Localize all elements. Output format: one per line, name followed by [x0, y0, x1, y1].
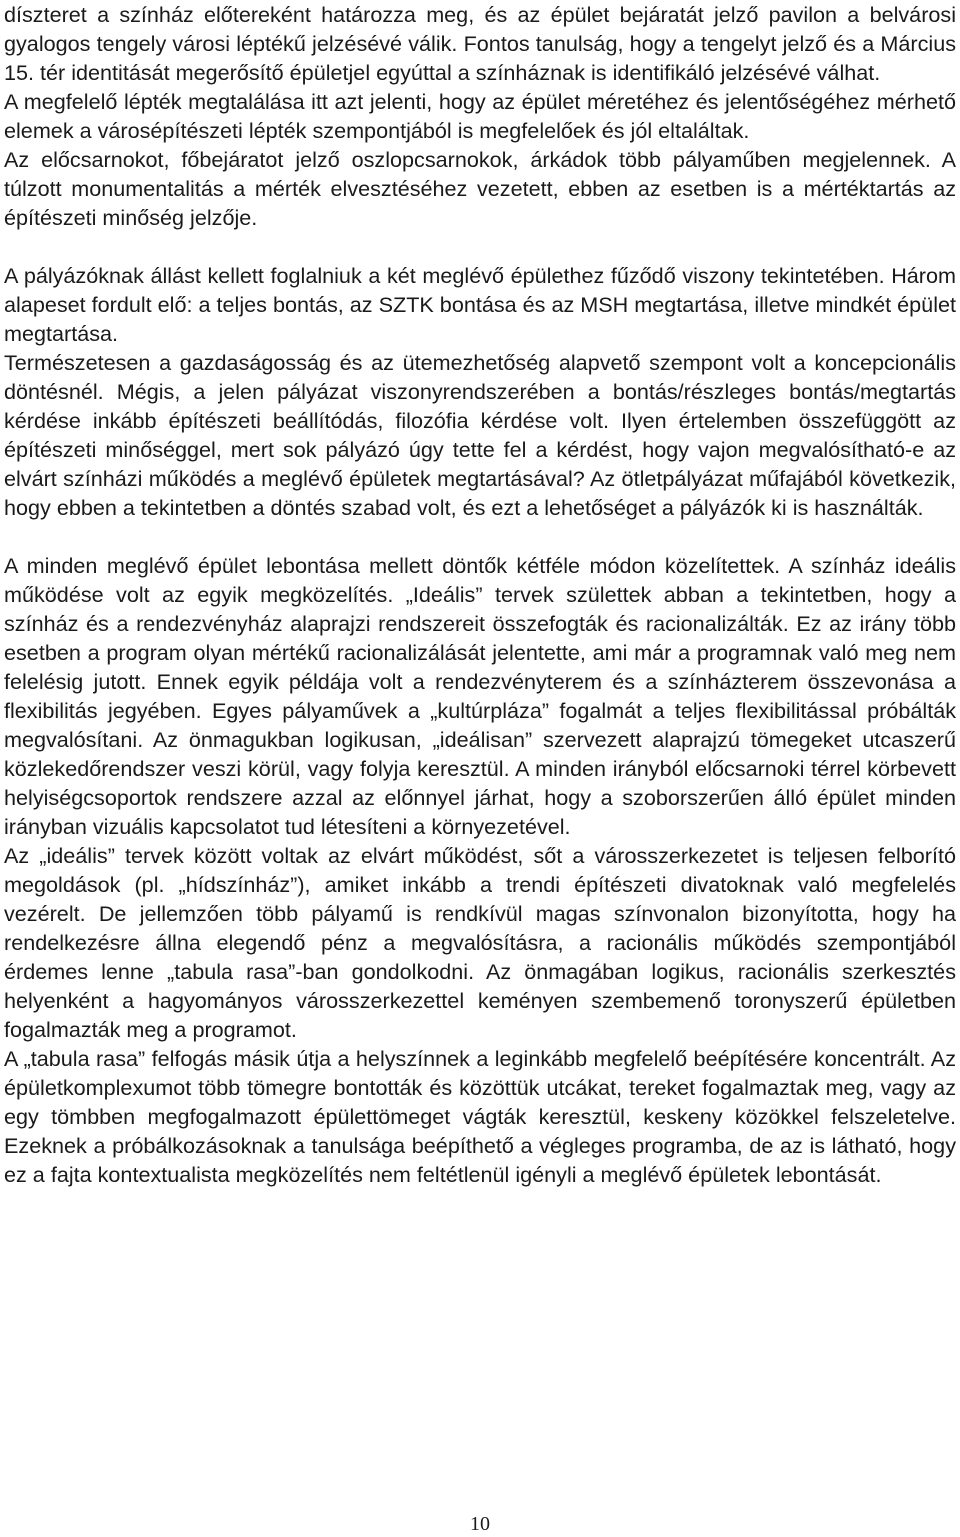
paragraph-spacer [4, 522, 956, 551]
paragraph-7: Az „ideális” tervek között voltak az elvárt működést, sőt a városszerkezetet is teljesen felborító megoldások (pl. „hídszínház”), amiket inkább a trendi építészeti divatoknak való megfelelés vezérelt. De jellemzően több pályamű is rendkívül magas színvonalon bizonyította, hogy ha rendelkezésre állna elegendő pénz a megvalósításra, a racionális működés szempontjából érdemes lenne „tabula rasa”-ban gondolkodni. Az önmagában logikus, racionális szerkesztés helyenként a hagyományos városszerkezettel keményen szembemenő toronyszerű épületben fogalmazták meg a programot. [4, 843, 956, 1042]
paragraph-8: A „tabula rasa” felfogás másik útja a helyszínnek a leginkább megfelelő beépítésére koncentrált. Az épületkomplexumot több tömegre bontották és közöttük utcákat, tereket fogalmaztak meg, vagy az egy tömbben megfogalmazott épülettömeget vágták keresztül, keskeny közökkel felszeletelve. Ezeknek a próbálkozásoknak a tanulsága beépíthető a végleges programba, de az is látható, hogy ez a fajta kontextualista megközelítés nem feltétlenül igényli a meglévő épületek lebontását. [4, 1046, 956, 1187]
paragraph-4: A pályázóknak állást kellett foglalniuk a két meglévő épülethez fűződő viszony tekintetében. Három alapeset fordult elő: a teljes bontás, az SZTK bontása és az MSH megtartása, illetve mindkét épület megtartása. [4, 263, 956, 346]
paragraph-spacer [4, 232, 956, 261]
paragraph-6: A minden meglévő épület lebontása mellett döntők kétféle módon közelítettek. A színház ideális működése volt az egyik megközelítés. „Ideális” tervek születtek abban a tekintetben, hogy a színház és a rendezvényház alaprajzi rendszereit összefogták és racionalizálták. Ez az irány több esetben a program olyan mértékű racionalizálását jelentette, ami már a programnak való meg nem felelésig jutott. Ennek egyik példája volt a rendezvényterem és a színházterem összevonása a flexibilitás jegyében. Egyes pályaművek a „kultúrpláza” fogalmát a teljes flexibilitással próbálták megvalósítani. Az önmagukban logikusan, „ideálisan” szervezett alaprajzú tömegeket utcaszerű közlekedőrendszer veszi körül, vagy folyja keresztül. A minden irányból előcsarnoki térrel körbevett helyiségcsoportok rendszere azzal az előnnyel járhat, hogy a szoborszerűen álló épület minden irányban vizuális kapcsolatot tud létesíteni a környezetével. [4, 553, 956, 839]
paragraph-5: Természetesen a gazdaságosság és az ütemezhetőség alapvető szempont volt a koncepcionális döntésnél. Mégis, a jelen pályázat viszonyrendszerében a bontás/részleges bontás/megtartás kérdése inkább építészeti beállítódás, filozófia kérdése volt. Ilyen értelemben összefüggött az építészeti minőséggel, mert sok pályázó úgy tette fel a kérdést, hogy vajon megvalósítható-e az elvárt színházi működés a meglévő épületek megtartásával? Az ötletpályázat műfajából következik, hogy ebben a tekintetben a döntés szabad volt, és ezt a lehetőséget a pályázók ki is használták. [4, 350, 956, 520]
paragraph-1: díszteret a színház előtereként határozza meg, és az épület bejáratát jelző pavilon a belvárosi gyalogos tengely városi léptékű jelzésévé válik. Fontos tanulság, hogy a tengelyt jelző és a Március 15. tér identitását megerősítő épületjel egyúttal a színháznak is identifikáló jelzésévé válhat. [4, 2, 956, 85]
page-number: 10 [470, 1513, 490, 1535]
body-text [4, 0, 956, 1189]
paragraph-2: A megfelelő lépték megtalálása itt azt jelenti, hogy az épület méretéhez és jelentőségéhez mérhető elemek a városépítészeti lépték szempontjából is megfelelőek és jól eltaláltak. [4, 89, 956, 143]
paragraph-3: Az előcsarnokot, főbejáratot jelző oszlopcsarnokok, árkádok több pályaműben megjelennek. A túlzott monumentalitás a mérték elvesztéséhez vezetett, ebben az esetben is a mértéktartás az építészeti minőség jelzője. [4, 147, 956, 230]
